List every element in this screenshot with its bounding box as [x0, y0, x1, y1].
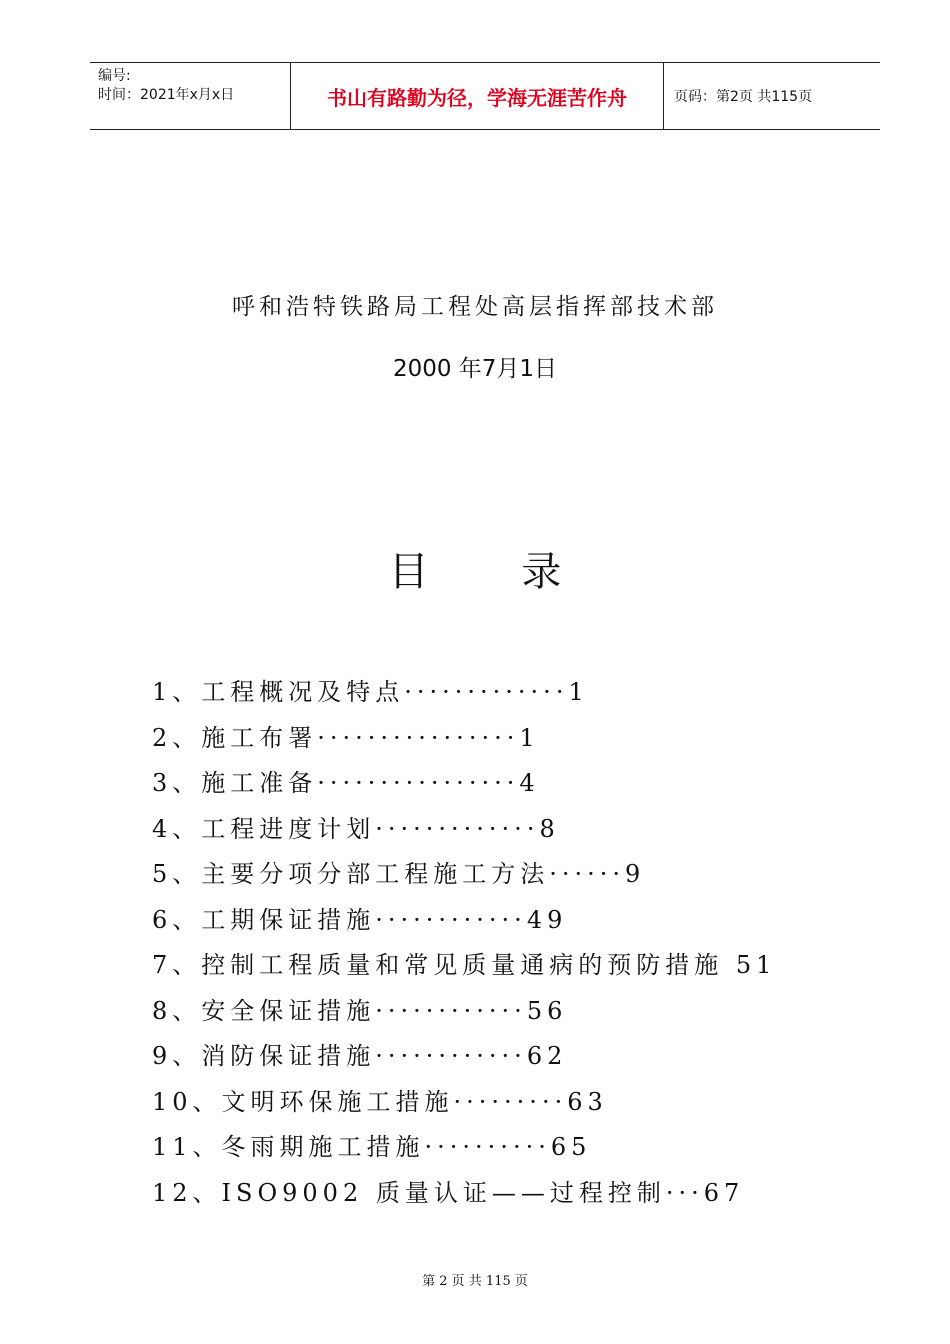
- toc-item: 10、文明环保施工措施·········63: [152, 1087, 608, 1116]
- toc-item: 3、施工准备················4: [152, 769, 540, 797]
- toc-item: 8、安全保证措施············56: [152, 996, 568, 1025]
- toc-item: 7、控制工程质量和常见质量通病的预防措施 51: [152, 951, 777, 979]
- organization-name: 呼和浩特铁路局工程处高层指挥部技术部: [232, 294, 718, 320]
- document-date: 2000 年7月1日: [392, 356, 558, 382]
- toc-item: 5、主要分项分部工程施工方法······9: [152, 860, 646, 888]
- table-of-contents: [152, 672, 832, 1218]
- motto: 书山有路勤为径，学海无涯苦作舟: [290, 63, 664, 129]
- header-info-cell: [90, 63, 290, 129]
- toc-item: 1、工程概况及特点·············1: [152, 678, 589, 706]
- toc-item: 4、工程进度计划·············8: [152, 814, 560, 843]
- toc-item: 11、冬雨期施工措施··········65: [152, 1133, 592, 1161]
- toc-title: 目 录: [388, 549, 602, 595]
- toc-item: 12、ISO9002 质量认证——过程控制···67: [152, 1178, 745, 1207]
- page-footer: 第 2 页 共 115 页: [422, 1274, 528, 1289]
- page-code: 页码：第2页 共115页: [674, 89, 813, 105]
- time-label: 时间：2021年x月x日: [98, 87, 235, 103]
- toc-item: 6、工期保证措施············49: [152, 905, 568, 934]
- toc-item: 9、消防保证措施············62: [152, 1042, 568, 1070]
- toc-item: 2、施工布署················1: [152, 723, 540, 752]
- page-header: [90, 62, 880, 130]
- number-label: 编号:: [98, 68, 131, 84]
